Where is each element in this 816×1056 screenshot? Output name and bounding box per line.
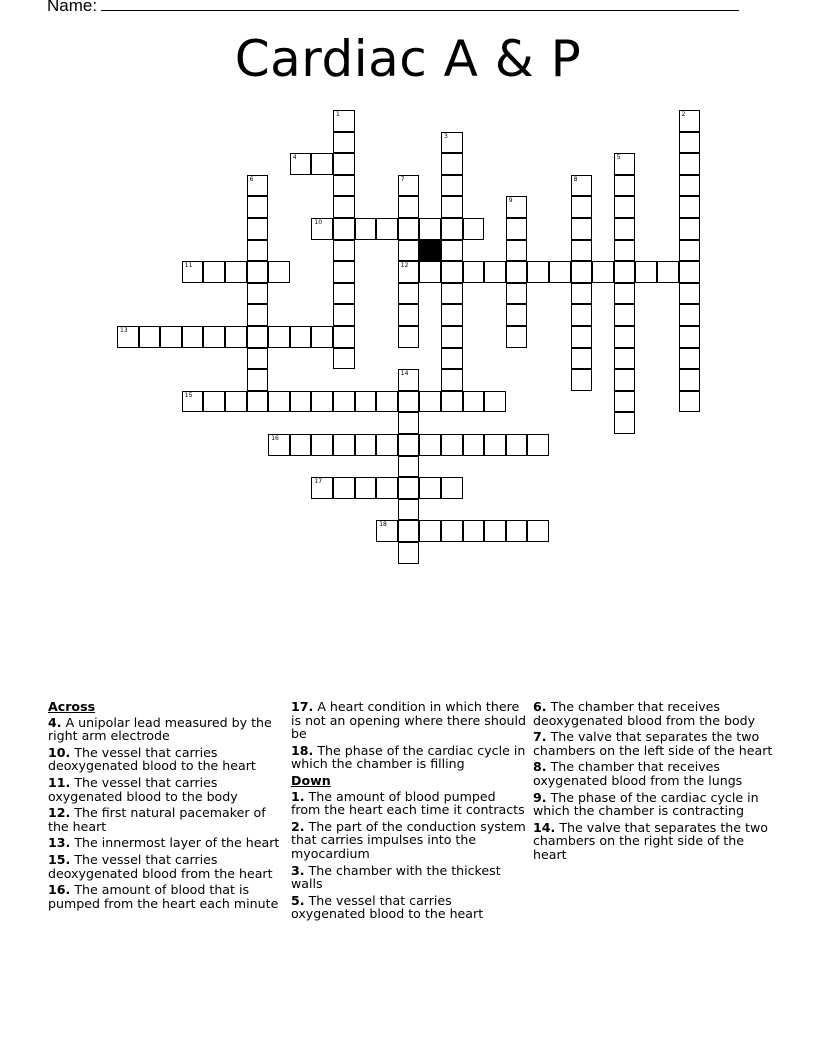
grid-cell[interactable]: [614, 369, 636, 391]
across-clue: [48, 806, 283, 833]
grid-cell[interactable]: [225, 326, 247, 348]
grid-cell[interactable]: [355, 391, 377, 413]
grid-cell[interactable]: [311, 326, 333, 348]
clue-number: 10.: [48, 744, 71, 760]
grid-cell[interactable]: [506, 240, 528, 262]
grid-cell[interactable]: [679, 391, 701, 413]
clue-text: A heart condition in which there is not an opening where there should be: [291, 699, 527, 742]
across-clue: [48, 716, 283, 743]
clue-text: The vessel that carries oxygenated blood to the heart: [291, 892, 484, 922]
down-clue: [533, 760, 773, 787]
name-label: Name:: [47, 0, 98, 15]
grid-cell[interactable]: [571, 348, 593, 370]
grid-cell[interactable]: [247, 348, 269, 370]
grid-cell[interactable]: [398, 412, 420, 434]
grid-cell[interactable]: [463, 261, 485, 283]
grid-cell[interactable]: [679, 240, 701, 262]
clue-number-label: 15: [184, 391, 193, 399]
grid-cell[interactable]: [441, 348, 463, 370]
grid-cell[interactable]: [268, 391, 290, 413]
grid-cell[interactable]: [506, 261, 528, 283]
grid-cell[interactable]: [160, 326, 182, 348]
clue-number: 16.: [48, 882, 71, 898]
clue-text: The chamber that receives oxygenated blood from the lungs: [533, 759, 743, 788]
clue-text: The valve that separates the two chambers on the right side of the heart: [533, 819, 768, 862]
clue-number: 15.: [48, 851, 71, 867]
grid-cell[interactable]: [398, 196, 420, 218]
grid-cell[interactable]: [182, 261, 204, 283]
grid-cell[interactable]: [506, 326, 528, 348]
grid-cell[interactable]: [614, 304, 636, 326]
clue-number: 5.: [291, 892, 305, 908]
grid-cell-black: [419, 240, 441, 262]
grid-cell[interactable]: [657, 261, 679, 283]
clue-text: The valve that separates the two chambers on the left side of the heart: [533, 729, 773, 758]
grid-cell[interactable]: [506, 196, 528, 218]
clue-number: 4.: [48, 714, 62, 730]
grid-cell[interactable]: [506, 304, 528, 326]
clue-text: The vessel that carries deoxygenated blood to the heart: [48, 744, 256, 774]
clue-number-label: 1: [336, 111, 340, 118]
clue-number: 1.: [291, 788, 305, 804]
grid-cell[interactable]: [441, 132, 463, 154]
grid-cell[interactable]: [441, 153, 463, 175]
clue-number-label: 2: [681, 111, 686, 118]
clue-number: 2.: [291, 818, 305, 834]
grid-cell[interactable]: [333, 434, 355, 456]
grid-cell[interactable]: [679, 348, 701, 370]
clue-text: The amount of blood pumped from the heart each time it contracts: [291, 788, 525, 818]
grid-cell[interactable]: [247, 196, 269, 218]
across-clue: [48, 883, 283, 910]
down-clue: [291, 894, 527, 921]
grid-cell[interactable]: [679, 175, 701, 197]
grid-cell[interactable]: [614, 412, 636, 434]
grid-cell[interactable]: [398, 499, 420, 521]
grid-cell[interactable]: [679, 283, 701, 305]
grid-cell[interactable]: [355, 434, 377, 456]
grid-cell[interactable]: [398, 369, 420, 391]
grid-cell[interactable]: [419, 261, 441, 283]
clue-number-label: 14: [400, 370, 409, 378]
clue-number-label: 6: [249, 175, 254, 183]
grid-cell[interactable]: [398, 520, 420, 542]
grid-cell[interactable]: [635, 261, 657, 283]
clue-text: The phase of the cardiac cycle in which the chamber is contracting: [533, 789, 759, 819]
grid-cell[interactable]: [571, 283, 593, 305]
clue-text: The first natural pacemaker of the heart: [48, 805, 266, 834]
grid-cell[interactable]: [398, 261, 420, 283]
grid-cell[interactable]: [679, 153, 701, 175]
grid-cell[interactable]: [419, 218, 441, 240]
grid-cell[interactable]: [441, 218, 463, 240]
grid-cell[interactable]: [333, 218, 355, 240]
grid-cell[interactable]: [290, 326, 312, 348]
grid-cell[interactable]: [679, 218, 701, 240]
clues-column-3: [533, 700, 773, 865]
grid-cell[interactable]: [441, 434, 463, 456]
grid-cell[interactable]: [419, 391, 441, 413]
grid-cell[interactable]: [333, 196, 355, 218]
grid-cell[interactable]: [398, 304, 420, 326]
down-clue: [291, 820, 527, 861]
clue-number-label: 8: [573, 175, 578, 183]
grid-cell[interactable]: [333, 391, 355, 413]
clue-number-label: 5: [616, 154, 621, 162]
grid-cell[interactable]: [247, 304, 269, 326]
grid-cell[interactable]: [203, 261, 225, 283]
grid-cell[interactable]: [679, 110, 701, 132]
grid-cell[interactable]: [441, 283, 463, 305]
clue-number-label: 9: [508, 197, 513, 205]
grid-cell[interactable]: [614, 153, 636, 175]
grid-cell[interactable]: [549, 261, 571, 283]
grid-cell[interactable]: [463, 218, 485, 240]
grid-cell[interactable]: [614, 261, 636, 283]
grid-cell[interactable]: [139, 326, 161, 348]
grid-cell[interactable]: [333, 132, 355, 154]
grid-cell[interactable]: [247, 326, 269, 348]
clue-number: 8.: [533, 759, 547, 775]
grid-cell[interactable]: [376, 218, 398, 240]
grid-cell[interactable]: [441, 326, 463, 348]
grid-cell[interactable]: [441, 391, 463, 413]
grid-cell[interactable]: [290, 434, 312, 456]
clue-text: The vessel that carries deoxygenated blood from the heart: [48, 851, 273, 881]
down-clue: [533, 821, 773, 862]
grid-cell[interactable]: [398, 283, 420, 305]
grid-cell[interactable]: [398, 477, 420, 499]
clue-number-label: 10: [314, 219, 323, 226]
grid-cell[interactable]: [441, 261, 463, 283]
grid-cell[interactable]: [506, 283, 528, 305]
grid-cell[interactable]: [203, 391, 225, 413]
grid-cell[interactable]: [441, 240, 463, 262]
grid-cell[interactable]: [182, 391, 204, 413]
grid-cell[interactable]: [247, 391, 269, 413]
clue-text: The innermost layer of the heart: [70, 835, 280, 851]
grid-cell[interactable]: [592, 261, 614, 283]
clues-column-2: [291, 700, 527, 924]
grid-cell[interactable]: [484, 520, 506, 542]
grid-cell[interactable]: [333, 477, 355, 499]
grid-cell[interactable]: [463, 391, 485, 413]
grid-cell[interactable]: [441, 196, 463, 218]
grid-cell[interactable]: [506, 520, 528, 542]
grid-cell[interactable]: [571, 240, 593, 262]
grid-cell[interactable]: [571, 196, 593, 218]
clue-number-label: 11: [184, 262, 193, 270]
across-heading: Across: [48, 699, 96, 714]
clue-text: The amount of blood that is pumped from the heart each minute: [48, 882, 279, 911]
across-clue: [48, 776, 283, 803]
down-heading: Down: [291, 772, 331, 788]
clue-text: A unipolar lead measured by the right arm electrode: [48, 714, 272, 744]
clue-number-label: 12: [400, 262, 409, 270]
grid-cell[interactable]: [441, 520, 463, 542]
grid-cell[interactable]: [441, 175, 463, 197]
grid-cell[interactable]: [614, 283, 636, 305]
grid-cell[interactable]: [333, 240, 355, 262]
clue-number-label: 16: [271, 435, 279, 442]
grid-cell[interactable]: [311, 153, 333, 175]
clue-number-label: 18: [379, 521, 387, 529]
clue-number: 14.: [533, 819, 556, 835]
grid-cell[interactable]: [571, 261, 593, 283]
grid-cell[interactable]: [311, 218, 333, 240]
grid-cell[interactable]: [247, 240, 269, 262]
grid-cell[interactable]: [419, 434, 441, 456]
clue-text: The vessel that carries oxygenated blood to the body: [48, 774, 238, 804]
grid-cell[interactable]: [527, 434, 549, 456]
clue-number-label: 7: [400, 175, 405, 183]
grid-cell[interactable]: [398, 391, 420, 413]
clues-column-1: [48, 700, 283, 913]
grid-cell[interactable]: [614, 196, 636, 218]
down-clue: [533, 730, 773, 757]
grid-cell[interactable]: [268, 326, 290, 348]
grid-cell[interactable]: [679, 326, 701, 348]
grid-cell[interactable]: [268, 261, 290, 283]
grid-cell[interactable]: [527, 520, 549, 542]
clue-number: 9.: [533, 789, 547, 805]
grid-cell[interactable]: [247, 369, 269, 391]
grid-cell[interactable]: [268, 434, 290, 456]
across-clue: [291, 744, 527, 771]
grid-cell[interactable]: [571, 175, 593, 197]
down-clue: [533, 700, 773, 727]
grid-cell[interactable]: [614, 348, 636, 370]
grid-cell[interactable]: [311, 477, 333, 499]
grid-cell[interactable]: [290, 391, 312, 413]
grid-cell[interactable]: [614, 175, 636, 197]
across-clue: [48, 836, 283, 850]
grid-cell[interactable]: [679, 369, 701, 391]
grid-cell[interactable]: [311, 434, 333, 456]
grid-cell[interactable]: [527, 261, 549, 283]
grid-cell[interactable]: [679, 196, 701, 218]
grid-cell[interactable]: [398, 434, 420, 456]
across-clue: [291, 700, 527, 741]
clue-text: The chamber that receives deoxygenated blood from the body: [533, 699, 756, 728]
grid-cell[interactable]: [571, 326, 593, 348]
page-title: Cardiac A & P: [234, 30, 582, 88]
grid-cell[interactable]: [614, 391, 636, 413]
grid-cell[interactable]: [419, 520, 441, 542]
grid-cell[interactable]: [506, 218, 528, 240]
grid-cell[interactable]: [333, 304, 355, 326]
across-clue: [48, 746, 283, 773]
clue-number-label: 4: [292, 154, 297, 162]
grid-cell[interactable]: [247, 175, 269, 197]
grid-cell[interactable]: [376, 434, 398, 456]
grid-cell[interactable]: [398, 218, 420, 240]
grid-cell[interactable]: [333, 175, 355, 197]
grid-cell[interactable]: [398, 542, 420, 564]
across-clue: [48, 853, 283, 880]
grid-cell[interactable]: [484, 391, 506, 413]
grid-cell[interactable]: [333, 326, 355, 348]
grid-cell[interactable]: [311, 391, 333, 413]
grid-cell[interactable]: [679, 261, 701, 283]
grid-cell[interactable]: [506, 434, 528, 456]
grid-cell[interactable]: [463, 520, 485, 542]
clue-text: The chamber with the thickest walls: [291, 862, 501, 892]
grid-cell[interactable]: [614, 326, 636, 348]
grid-cell[interactable]: [398, 326, 420, 348]
grid-cell[interactable]: [376, 477, 398, 499]
grid-cell[interactable]: [247, 261, 269, 283]
clue-number: 17.: [291, 699, 314, 714]
grid-cell[interactable]: [117, 326, 139, 348]
grid-cell[interactable]: [463, 434, 485, 456]
grid-cell[interactable]: [571, 218, 593, 240]
grid-cell[interactable]: [247, 283, 269, 305]
clue-number: 12.: [48, 805, 71, 821]
grid-cell[interactable]: [571, 304, 593, 326]
grid-cell[interactable]: [225, 261, 247, 283]
grid-cell[interactable]: [441, 477, 463, 499]
grid-cell[interactable]: [419, 477, 441, 499]
grid-cell[interactable]: [398, 240, 420, 262]
down-clue: [533, 791, 773, 818]
grid-cell[interactable]: [333, 348, 355, 370]
grid-cell[interactable]: [182, 326, 204, 348]
clue-text: The part of the conduction system that carries impulses into the myocardium: [291, 818, 526, 861]
grid-cell[interactable]: [247, 218, 269, 240]
clue-number: 11.: [48, 774, 71, 790]
grid-cell[interactable]: [614, 218, 636, 240]
grid-cell[interactable]: [355, 477, 377, 499]
grid-cell[interactable]: [398, 175, 420, 197]
clue-number: 13.: [48, 835, 71, 851]
grid-cell[interactable]: [441, 369, 463, 391]
grid-cell[interactable]: [484, 434, 506, 456]
grid-cell[interactable]: [333, 153, 355, 175]
grid-cell[interactable]: [571, 369, 593, 391]
grid-cell[interactable]: [679, 304, 701, 326]
grid-cell[interactable]: [679, 132, 701, 154]
grid-cell[interactable]: [333, 283, 355, 305]
clue-number: 3.: [291, 862, 305, 878]
grid-cell[interactable]: [484, 261, 506, 283]
clue-number-label: 13: [120, 327, 128, 334]
grid-cell[interactable]: [225, 391, 247, 413]
grid-cell[interactable]: [333, 110, 355, 132]
grid-cell[interactable]: [441, 304, 463, 326]
clue-number: 7.: [533, 729, 547, 745]
clue-number-label: 3: [444, 132, 448, 140]
grid-cell[interactable]: [203, 326, 225, 348]
clue-number-label: 17: [314, 478, 323, 486]
clue-text: The phase of the cardiac cycle in which the chamber is filling: [291, 742, 526, 772]
grid-cell[interactable]: [376, 391, 398, 413]
down-clue: [291, 790, 527, 817]
down-clue: [291, 864, 527, 891]
clue-number: 6.: [533, 699, 547, 714]
grid-cell[interactable]: [333, 261, 355, 283]
grid-cell[interactable]: [398, 456, 420, 478]
grid-cell[interactable]: [290, 153, 312, 175]
grid-cell[interactable]: [614, 240, 636, 262]
grid-cell[interactable]: [376, 520, 398, 542]
clue-number: 18.: [291, 742, 314, 758]
grid-cell[interactable]: [355, 218, 377, 240]
